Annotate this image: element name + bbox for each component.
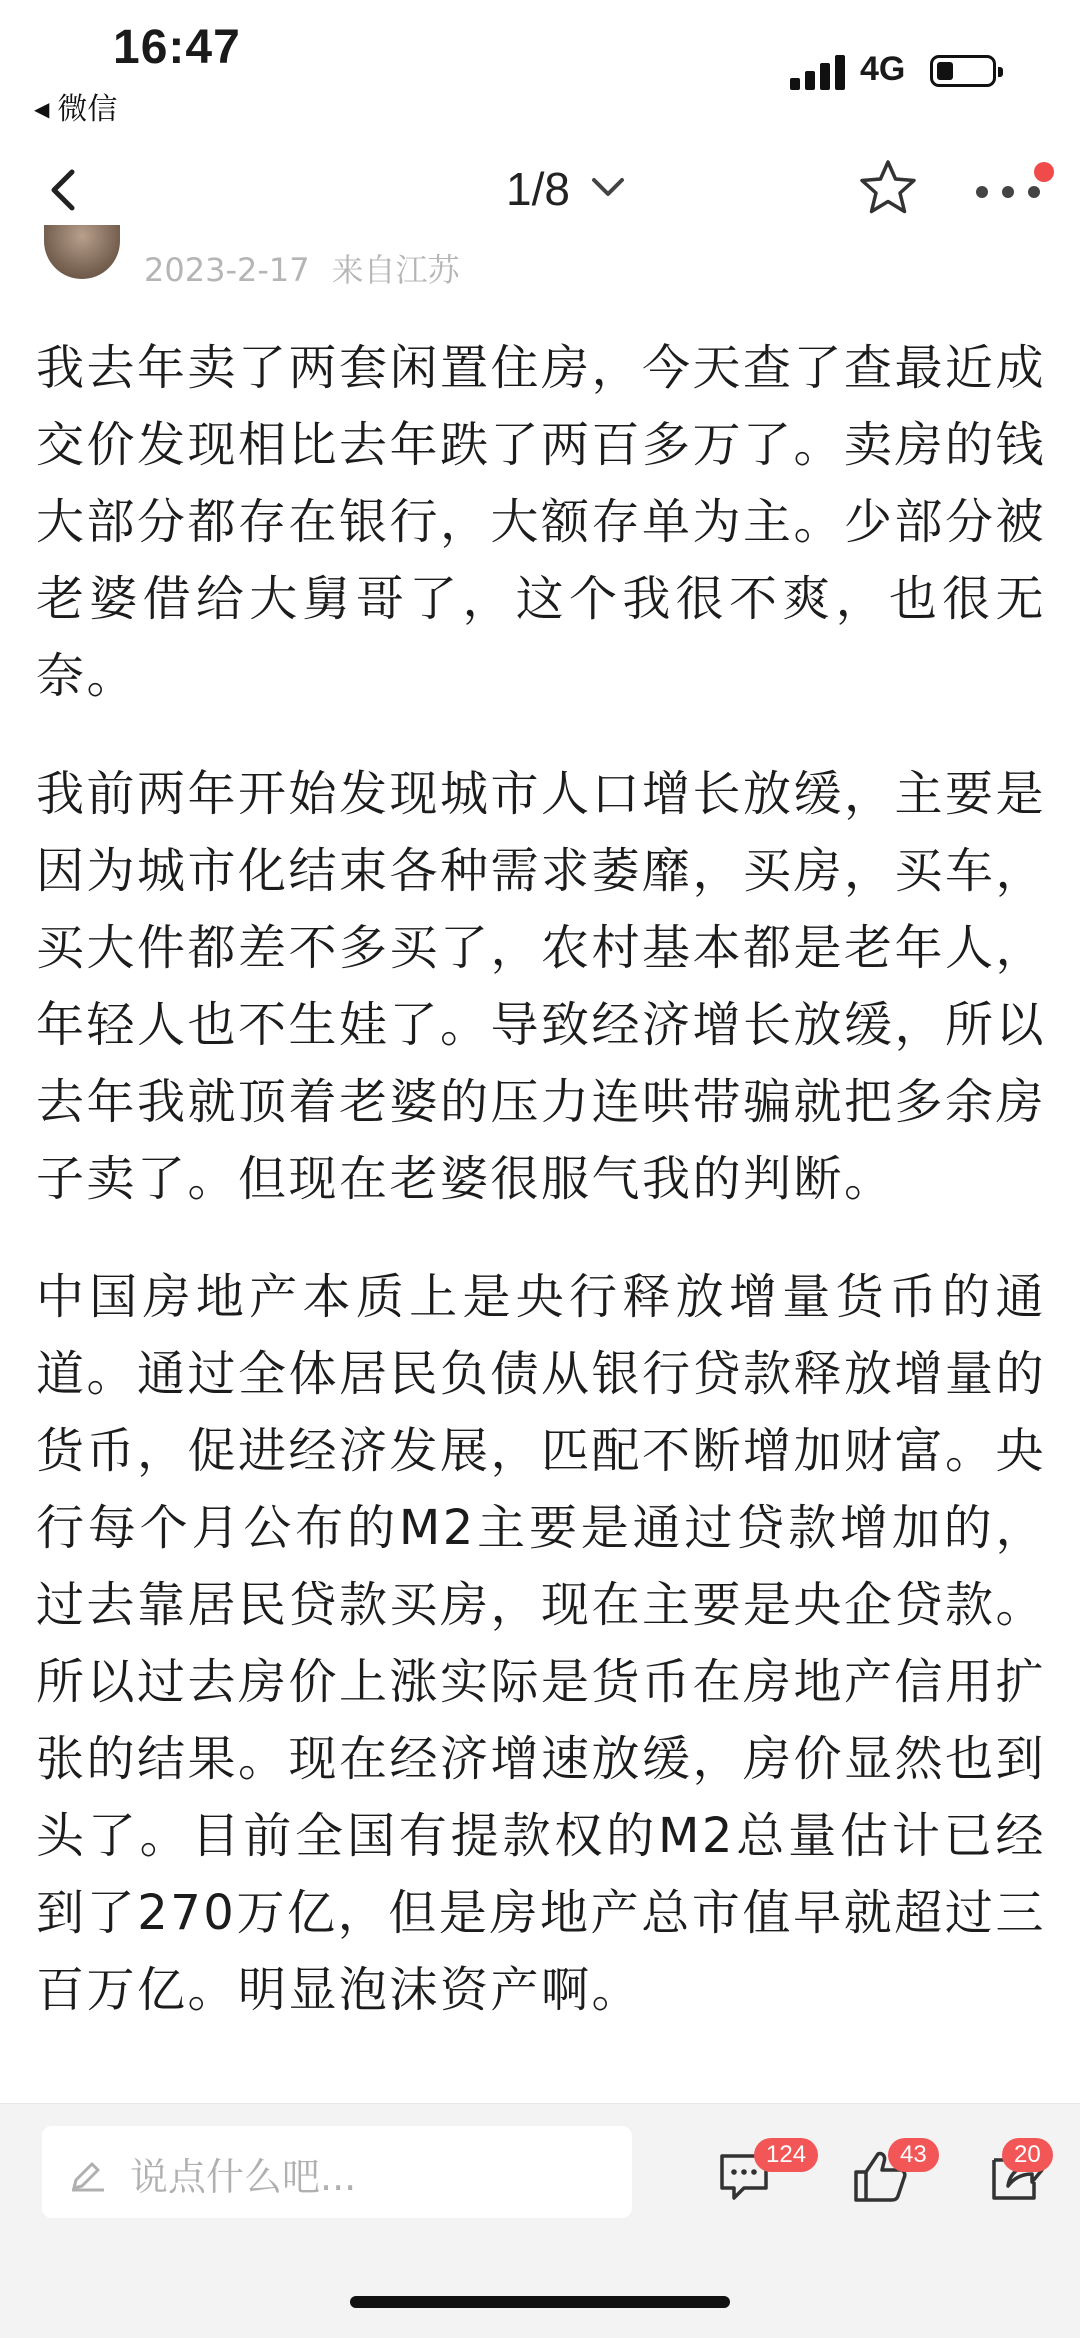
status-time: 16:47 [113, 21, 241, 74]
more-dots-icon [976, 186, 988, 198]
back-app-label: 微信 [57, 92, 118, 127]
signal-icon [790, 54, 846, 90]
favorite-star-icon[interactable] [856, 156, 920, 220]
paragraph: 我前两年开始发现城市人口增长放缓，主要是因为城市化结束各种需求萎靡，买房，买车，买大件都差不多买了，农村基本都是老年人，年轻人也不生娃了。导致经济增长放缓，所以去年我就顶着老婆的压力连哄带骗就把多余房子卖了。但现在老婆很服气我的判断。 [36, 766, 1047, 1207]
chevron-left-icon [36, 160, 96, 220]
nav-bar [0, 140, 1080, 240]
back-button[interactable] [36, 160, 96, 220]
home-indicator[interactable] [350, 2296, 730, 2308]
pencil-icon [68, 2156, 108, 2192]
comment-placeholder: 说点什么吧... [130, 2155, 357, 2199]
notification-dot [1034, 162, 1054, 182]
chevron-down-icon[interactable] [588, 172, 628, 202]
back-to-app-link[interactable] [34, 84, 117, 128]
comment-input[interactable] [42, 2126, 632, 2218]
post-meta [144, 245, 460, 291]
status-bar [0, 0, 1080, 140]
network-type: 4G [860, 50, 906, 88]
share-count-badge: 20 [1002, 2138, 1053, 2172]
like-count-badge: 43 [888, 2138, 939, 2172]
post-location: 来自江苏 [331, 251, 460, 289]
post-body [36, 330, 1046, 2070]
avatar[interactable] [44, 225, 120, 279]
back-triangle-icon: ◀ [34, 97, 50, 121]
comment-count-badge: 124 [754, 2138, 818, 2172]
paragraph: 中国房地产本质上是央行释放增量货币的通道。通过全体居民负债从银行贷款释放增量的货币，促进经济发展，匹配不断增加财富。央行每个月公布的M2主要是通过贷款增加的，过去靠居民贷款买房，现在主要是央企贷款。所以过去房价上涨实际是货币在房地产信用扩张的结果。现在经济增速放缓，房价显然也到头了。目前全国有提款权的M2总量估计已经到了270万亿，但是房地产总市值早就超过三百万亿。明显泡沫资产啊。 [36, 1269, 1047, 2018]
paragraph: 我去年卖了两套闲置住房，今天查了查最近成交价发现相比去年跌了两百多万了。卖房的钱大部分都存在银行，大额存单为主。少部分被老婆借给大舅哥了，这个我很不爽，也很无奈。 [36, 340, 1047, 704]
post-date: 2023-2-17 [144, 251, 310, 289]
page-indicator[interactable]: 1/8 [506, 163, 570, 215]
battery-icon [930, 55, 996, 87]
